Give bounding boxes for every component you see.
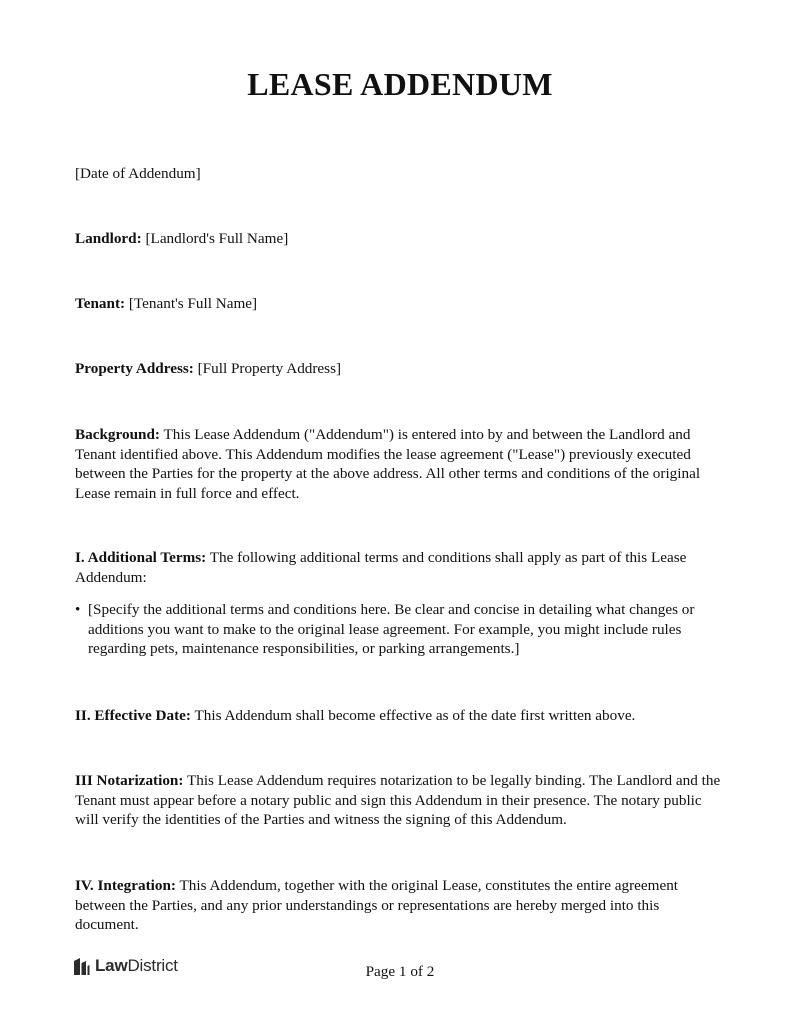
additional-terms-section — [75, 548, 725, 587]
tenant-line — [75, 294, 725, 314]
background-section — [75, 425, 725, 504]
document-title: LEASE ADDENDUM — [247, 66, 553, 102]
background-text: This Lease Addendum ("Addendum") is entered into by and between the Landlord and Tenant identified above. This Addendum modifies the lease agreement ("Lease") previously executed between the Parties for the property at the above address. All other terms and conditions of the original Lease remain in full force and effect. — [75, 426, 701, 503]
landlord-line — [75, 229, 725, 249]
bullet-text: [Specify the additional terms and conditions here. Be clear and concise in detailing what changes or additions you want to make to the original lease agreement. For example, you might include rules regarding pets, maintenance responsibilities, or parking arrangements.] — [88, 601, 695, 658]
tenant-label: Tenant: — [75, 295, 126, 312]
additional-terms-list — [75, 600, 725, 659]
integration-section — [75, 876, 725, 935]
date-of-addendum — [75, 164, 725, 184]
property-address-line — [75, 359, 725, 379]
integration-text: This Addendum, together with the original Lease, constitutes the entire agreement between the Parties, and any prior understandings or representations are hereby merged into this document. — [75, 877, 679, 934]
landlord-label: Landlord: — [75, 230, 142, 247]
tenant-value: [Tenant's Full Name] — [125, 295, 258, 312]
effective-date-label: II. Effective Date: — [75, 707, 191, 724]
page-number: Page 1 of 2 — [365, 963, 435, 980]
landlord-value: [Landlord's Full Name] — [141, 230, 289, 247]
additional-terms-text: The following additional terms and conditions shall apply as part of this Lease Addendum: — [75, 549, 687, 586]
bullet-icon: • — [75, 601, 81, 618]
list-item — [75, 600, 725, 659]
date-placeholder: [Date of Addendum] — [75, 165, 201, 182]
effective-date-section — [75, 706, 725, 726]
notarization-label: III Notarization: — [75, 772, 184, 789]
integration-label: IV. Integration: — [75, 877, 176, 894]
notarization-text: This Lease Addendum requires notarization to be legally binding. The Landlord and the Tenant must appear before a notary public and sign this Addendum in their presence. The notary public will verify the identities of the Parties and witness the signing of this Addendum. — [75, 772, 721, 829]
notarization-section — [75, 771, 725, 830]
logo-text-regular: District — [127, 956, 178, 975]
property-address-value: [Full Property Address] — [193, 360, 342, 377]
property-address-label: Property Address: — [75, 360, 194, 377]
additional-terms-label: I. Additional Terms: — [75, 549, 207, 566]
effective-date-text: This Addendum shall become effective as of the date first written above. — [190, 707, 636, 724]
logo-text-bold: Law — [95, 956, 128, 975]
background-label: Background: — [75, 426, 160, 443]
